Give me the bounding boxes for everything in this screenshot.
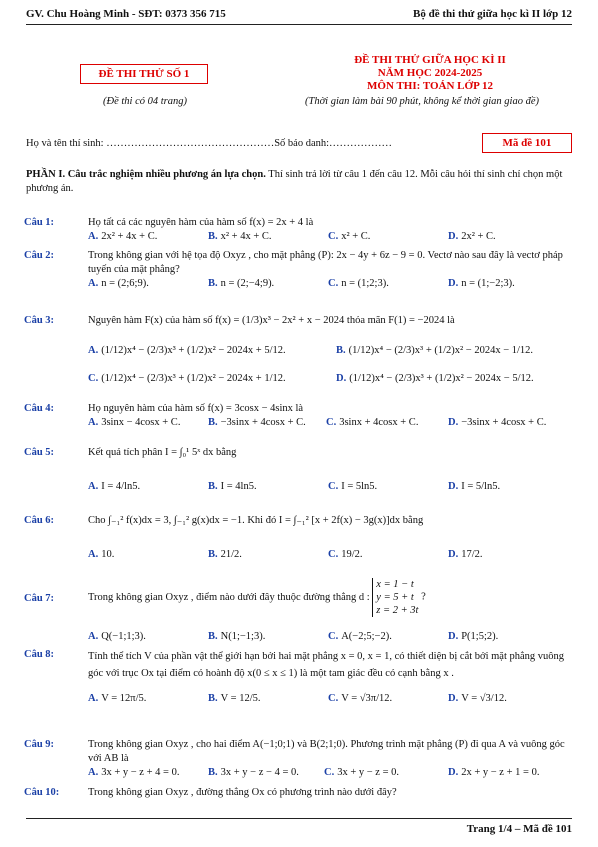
option-d[interactable]: I = 5/ln5. [461, 481, 501, 492]
question-label: Câu 4: [24, 403, 55, 414]
question-text: Cho ∫₋₁² f(x)dx = 3, ∫₋₁² g(x)dx = −1. Khi đó I = ∫₋₁² [x + 2f(x) − 3g(x)]dx bằng [88, 515, 424, 526]
question-6: Câu 6: Cho ∫₋₁² f(x)dx = 3, ∫₋₁² g(x)dx = −1. Khi đó I = ∫₋₁² [x + 2f(x) − 3g(x)]dx bằng A. 10. B. 21/2. C. 19/2. D. 17/2. [24, 514, 580, 562]
option-a[interactable]: (1/12)x⁴ − (2/3)x³ + (1/2)x² − 2024x + 5/12. [101, 345, 286, 356]
page-footer: Trang 1/4 – Mã đề 101 [26, 818, 572, 835]
question-3: Câu 3: Nguyên hàm F(x) của hàm số f(x) = (1/3)x³ − 2x² + x − 2024 thỏa mãn F(1) = −2024 là A. (1/12)x⁴ − (2/3)x³ + (1/2)x² − 2024x + 5/12. B. (1/12)x⁴ − (2/3)x³ + (1/2)x² − 2024x − 1/12. C. (1/12)x⁴ − (2/3)x³ + (1/2)x² − 2024x + 1/12. D. (1/12)x⁴ − (2/3)x³ + (1/2)x² − 2024x − 5/12. [24, 314, 580, 400]
question-text: Trong không gian với hệ tọa độ Oxyz , cho mặt phẳng (P): 2x − 4y + 6z − 9 = 0. Vectơ nào sau đây là vectơ pháp tuyến của mặt phẳng? [88, 250, 563, 275]
question-9: Câu 9: Trong không gian Oxyz , cho hai điểm A(−1;0;1) và B(2;1;0). Phương trình mặt phẳng (P) đi qua A và vuông góc với AB là A. 3x + y − z + 4 = 0. B. 3x + y − z − 4 = 0. C. 3x + y − z = 0. D. 2x + y − z + 1 = 0. [24, 738, 580, 780]
option-c[interactable]: V = √3π/12. [341, 693, 393, 704]
option-c[interactable]: A(−2;5;−2). [341, 631, 392, 642]
pages-note: (Đề thi có 04 trang) [103, 96, 187, 107]
option-a[interactable]: 3sinx − 4cosx + C. [101, 417, 181, 428]
option-b[interactable]: (1/12)x⁴ − (2/3)x³ + (1/2)x² − 2024x − 1/12. [348, 345, 534, 356]
question-2: Câu 2: Trong không gian với hệ tọa độ Oxyz , cho mặt phẳng (P): 2x − 4y + 6z − 9 = 0. Vectơ nào sau đây là vectơ pháp tuyến của mặt phẳng? A. n = (2;6;9). B. n = (2;−4;9). C. n = (1;2;3). D. n = (1;−2;3). [24, 249, 580, 291]
option-d[interactable]: 17/2. [461, 549, 483, 560]
question-text: Nguyên hàm F(x) của hàm số f(x) = (1/3)x³ − 2x² + x − 2024 thỏa mãn F(1) = −2024 là [88, 315, 455, 326]
option-b[interactable]: −3sinx + 4cosx + C. [220, 417, 306, 428]
question-text: Trong không gian Oxyz , đường thẳng Ox có phương trình nào dưới đây? [88, 787, 397, 798]
option-d[interactable]: 2x + y − z + 1 = 0. [461, 767, 540, 778]
option-a[interactable]: 10. [101, 549, 115, 560]
option-b[interactable]: 21/2. [220, 549, 242, 560]
option-c[interactable]: x² + C. [341, 231, 371, 242]
student-info-line: Họ và tên thí sinh: …………………………………………Số báo danh:……………… [26, 138, 393, 149]
option-b[interactable]: x² + 4x + C. [220, 231, 272, 242]
page-header [26, 8, 572, 25]
option-b[interactable]: N(1;−1;3). [220, 631, 266, 642]
question-label: Câu 2: [24, 250, 55, 261]
option-c[interactable]: 19/2. [341, 549, 363, 560]
part1-title: PHẦN I. Câu trắc nghiệm nhiều phương án lựa chọn. [26, 169, 266, 180]
option-c[interactable]: n = (1;2;3). [341, 278, 389, 289]
part1-intro [26, 168, 574, 196]
question-text: Tính thể tích V của phần vật thể giới hạn bởi hai mặt phẳng x = 0, x = 1, có thiết diện bị cắt bởi mặt phẳng vuông góc với trục Ox tại điểm có hoành độ x(0 ≤ x ≤ 1) là một tam giác đều có cạnh bằng x . [88, 651, 565, 679]
exam-title-2: NĂM HỌC 2024-2025 [377, 67, 483, 79]
option-b[interactable]: n = (2;−4;9). [220, 278, 275, 289]
line-system: x = 1 − t y = 5 + t z = 2 + 3t [372, 578, 418, 617]
question-label: Câu 10: [24, 787, 60, 798]
question-text: Họ nguyên hàm của hàm số f(x) = 3cosx − 4sinx là [88, 403, 304, 414]
question-label: Câu 1: [24, 217, 55, 228]
question-label: Câu 8: [24, 649, 55, 660]
option-c[interactable]: (1/12)x⁴ − (2/3)x³ + (1/2)x² − 2024x + 1/12. [101, 373, 286, 384]
question-text: Trong không gian Oxyz , cho hai điểm A(−1;0;1) và B(2;1;0). Phương trình mặt phẳng (P) đi qua A và vuông góc với AB là [88, 739, 565, 764]
option-d[interactable]: V = √3/12. [461, 693, 507, 704]
question-8: Câu 8: Tính thể tích V của phần vật thể giới hạn bởi hai mặt phẳng x = 0, x = 1, có thiết diện bị cắt bởi mặt phẳng vuông góc với trục Ox tại điểm có hoành độ x(0 ≤ x ≤ 1) là một tam giác đều có cạnh bằng x . A. V = 12π/5. B. V = 12/5. C. V = √3π/12. D. V = √3/12. [24, 648, 580, 706]
option-c[interactable]: 3sinx + 4cosx + C. [339, 417, 419, 428]
time-note: (Thời gian làm bài 90 phút, không kể thời gian giao đề) [304, 96, 540, 107]
question-label: Câu 7: [24, 593, 55, 604]
question-label: Câu 6: [24, 515, 55, 526]
option-a[interactable]: Q(−1;1;3). [101, 631, 146, 642]
option-b[interactable]: V = 12/5. [220, 693, 261, 704]
option-c[interactable]: 3x + y − z = 0. [337, 767, 400, 778]
option-d[interactable]: n = (1;−2;3). [461, 278, 515, 289]
author-info: GV. Chu Hoàng Minh - SĐT: 0373 356 715 [26, 8, 226, 20]
option-a[interactable]: 2x² + 4x + C. [101, 231, 158, 242]
exam-code-box: Mã đề 101 [482, 133, 572, 153]
option-a[interactable]: n = (2;6;9). [101, 278, 149, 289]
option-c[interactable]: I = 5ln5. [341, 481, 378, 492]
question-text: Kết quả tích phân I = ∫₀¹ 5ˣ dx bằng [88, 447, 237, 458]
question-label: Câu 9: [24, 739, 55, 750]
question-text: Họ tất cả các nguyên hàm của hàm số f(x) = 2x + 4 là [88, 217, 314, 228]
question-4: Câu 4: Họ nguyên hàm của hàm số f(x) = 3cosx − 4sinx là A. 3sinx − 4cosx + C. B. −3sinx + 4cosx + C. C. 3sinx + 4cosx + C. D. −3sinx + 4cosx + C. [24, 402, 580, 430]
exam-badge: ĐỀ THI THỬ SỐ 1 [80, 64, 208, 84]
option-d[interactable]: P(1;5;2). [461, 631, 499, 642]
question-1: Câu 1: Họ tất cả các nguyên hàm của hàm số f(x) = 2x + 4 là A. 2x² + 4x + C. B. x² + 4x + C. C. x² + C. D. 2x² + C. [24, 216, 580, 244]
exam-title-3: MÔN THI: TOÁN LỚP 12 [367, 80, 493, 92]
option-b[interactable]: I = 4ln5. [220, 481, 257, 492]
option-d[interactable]: −3sinx + 4cosx + C. [461, 417, 547, 428]
question-text: Trong không gian Oxyz , điểm nào dưới đây thuộc đường thẳng d : [88, 591, 370, 603]
exam-title-1: ĐỀ THI THỬ GIỮA HỌC KÌ II [354, 54, 506, 66]
option-a[interactable]: 3x + y − z + 4 = 0. [101, 767, 180, 778]
question-7: Câu 7: Trong không gian Oxyz , điểm nào dưới đây thuộc đường thẳng d : x = 1 − t y = 5 + t z = 2 + 3t ? A. Q(−1;1;3). B. N(1;−1;3). C. A(−2;5;−2). D. P(1;5;2). [24, 579, 499, 642]
option-d[interactable]: (1/12)x⁴ − (2/3)x³ + (1/2)x² − 2024x − 5/12. [349, 373, 534, 384]
option-a[interactable]: V = 12π/5. [101, 693, 147, 704]
question-5: Câu 5: Kết quả tích phân I = ∫₀¹ 5ˣ dx bằng A. I = 4/ln5. B. I = 4ln5. C. I = 5ln5. D. I = 5/ln5. [24, 446, 580, 494]
option-d[interactable]: 2x² + C. [461, 231, 496, 242]
question-label: Câu 3: [24, 315, 55, 326]
option-b[interactable]: 3x + y − z − 4 = 0. [220, 767, 299, 778]
series-title: Bộ đề thi thử giữa học kì II lớp 12 [413, 8, 572, 20]
question-label: Câu 5: [24, 447, 55, 458]
part1-desc: Thí sinh trả lời từ câu 1 đến câu 12. Mỗi câu hỏi thí sinh chỉ chọn một phương án. [26, 169, 563, 194]
question-10 [24, 786, 580, 800]
option-a[interactable]: I = 4/ln5. [101, 481, 141, 492]
